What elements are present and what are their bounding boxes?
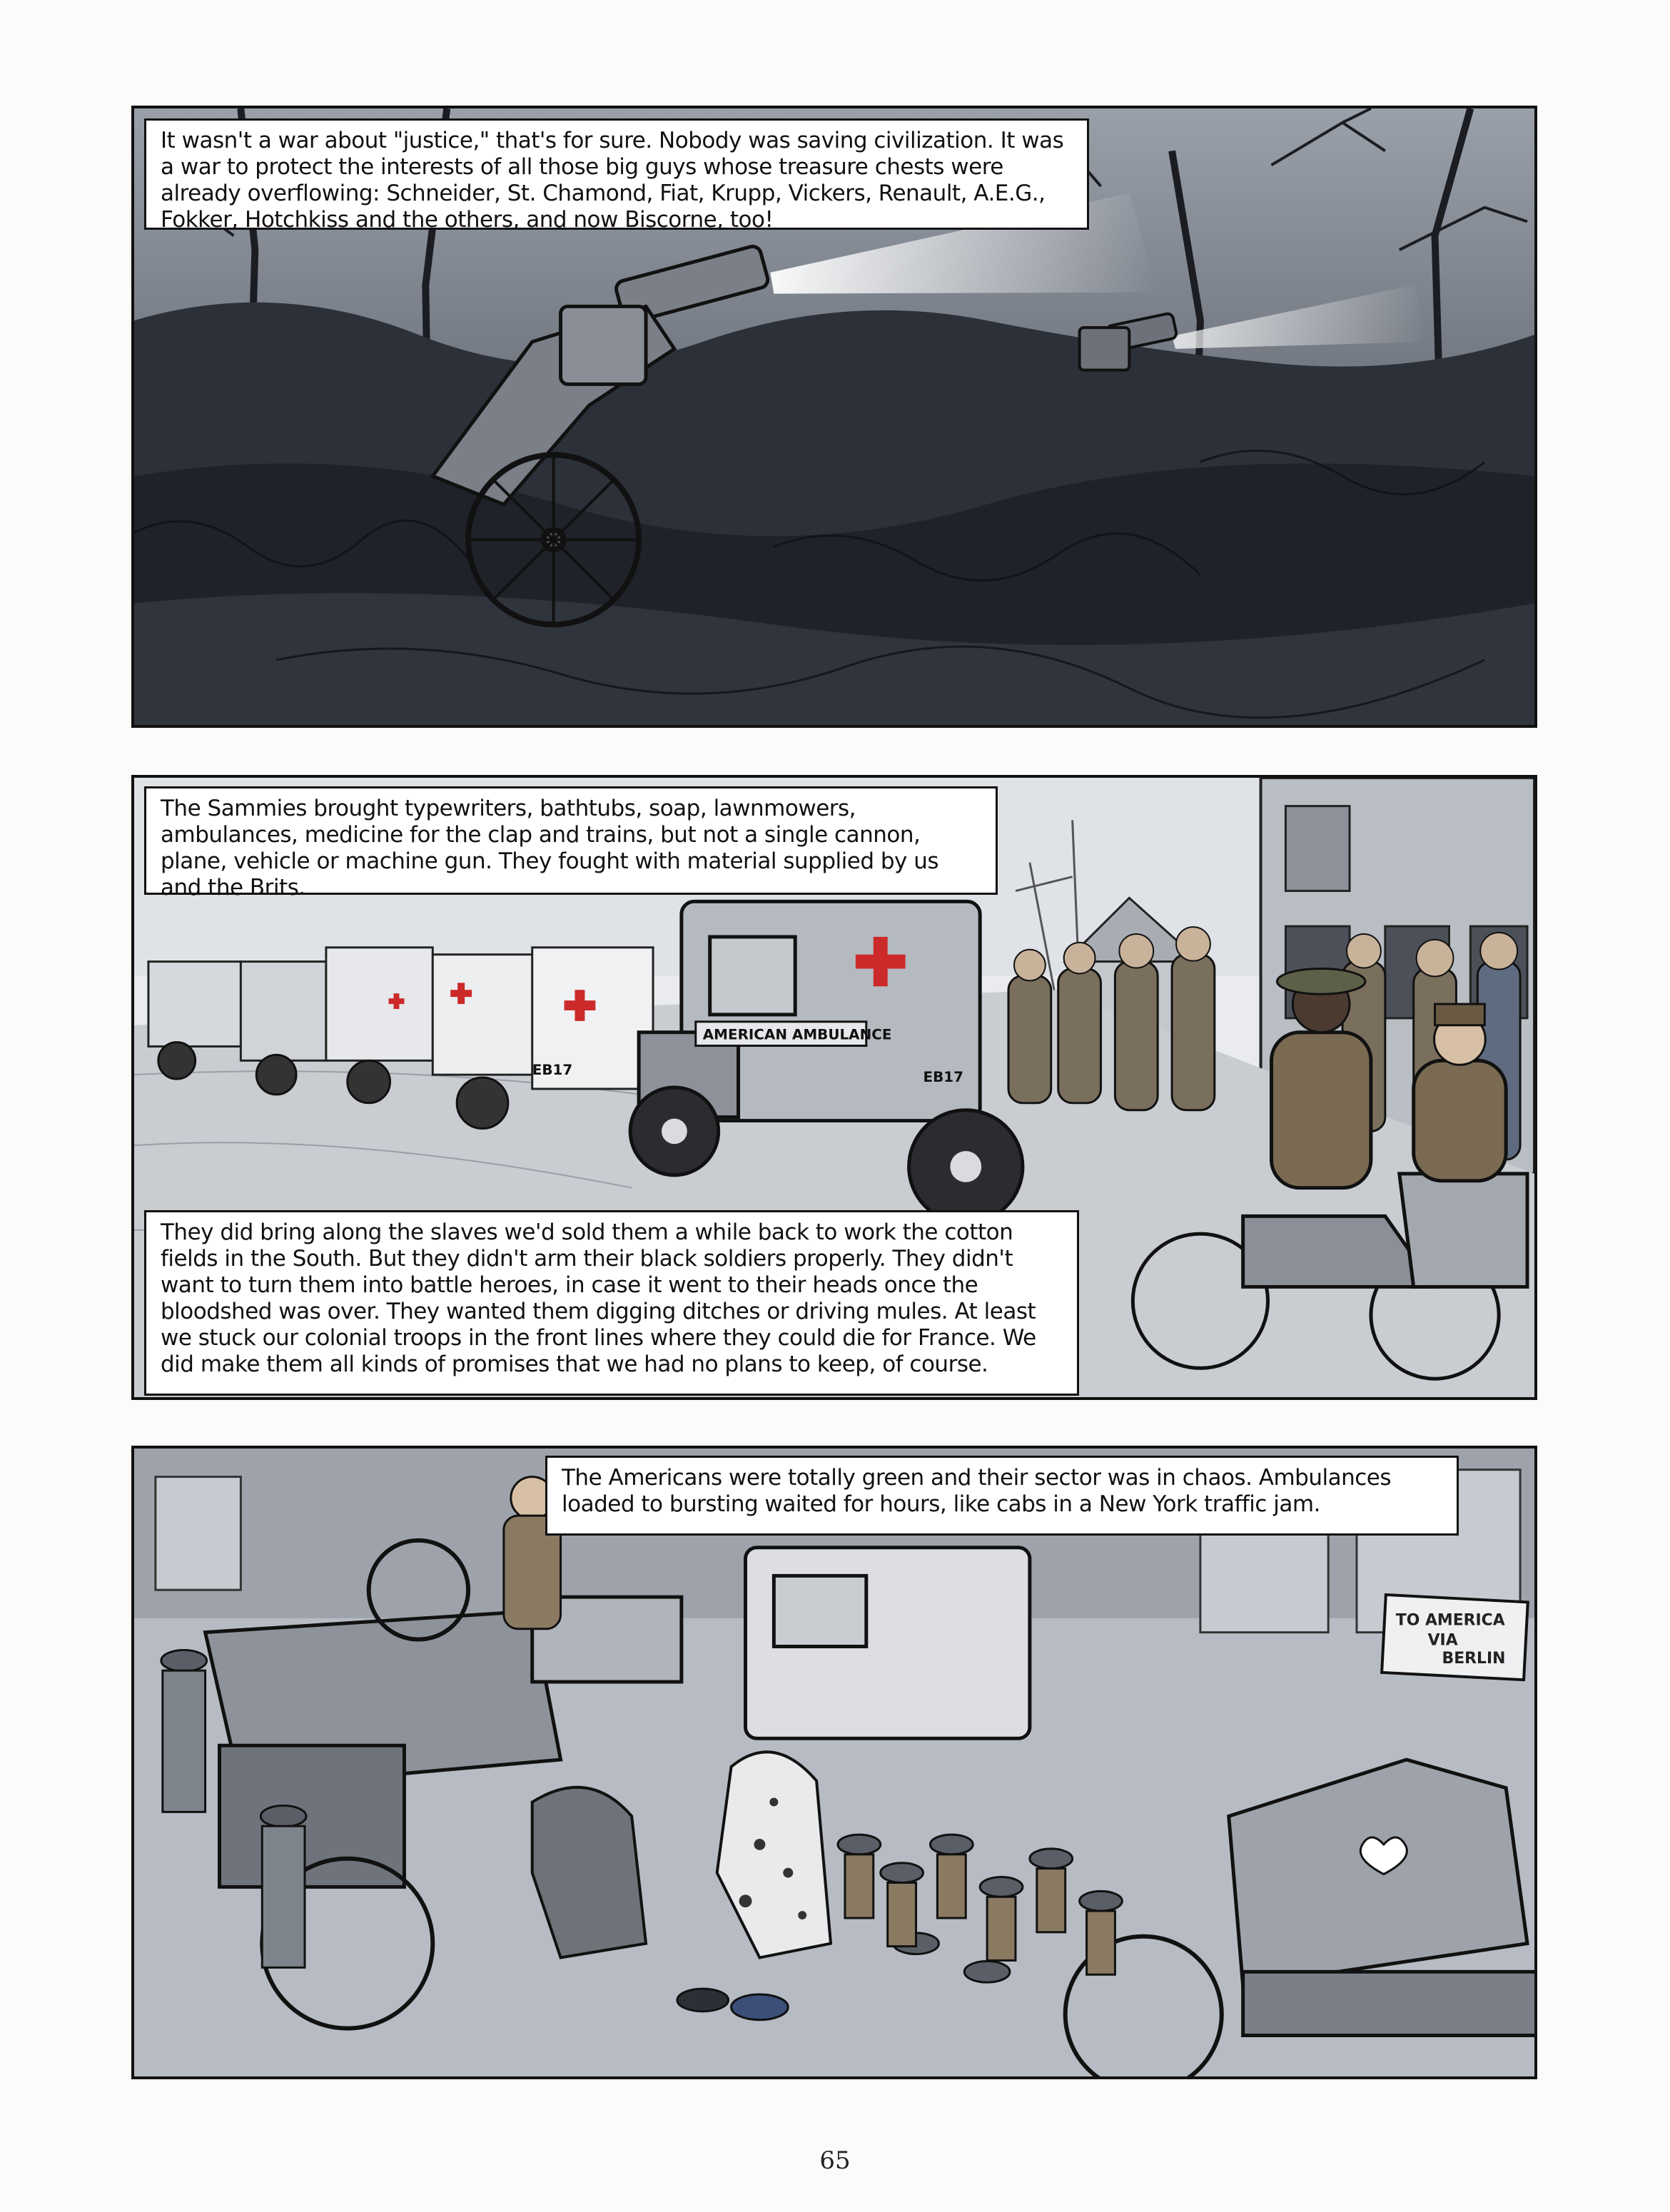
caption-black-soldiers: They did bring along the slaves we'd sold them a while back to work the cotton fields in the South. But they didn't arm their black soldiers properly. They didn't want to turn them into battle heroes, in case it went to their heads once the bloodshed was over. They wanted them digging ditches or driving mules. At least we stuck our colonial troops in the front lines where they could die for France. We did make them all kinds of promises that we had no plans to keep, of course.: [144, 1210, 1079, 1396]
page-number: 65: [819, 2146, 851, 2175]
caption-war-interests: It wasn't a war about "justice," that's for sure. Nobody was saving civilization. It was a war to protect the interests of all those big guys whose treasure chests were already overflowing: Schneider, St. Chamond, Fiat, Krupp, Vickers, Renault, A.E.G., Fokker, Hotchkiss and the others, and now Biscorne, too!: [144, 118, 1089, 230]
plate-1: EB17: [532, 1062, 573, 1079]
sign-line-3: BERLIN: [1442, 1650, 1506, 1668]
traffic-jam-illustration: [134, 1449, 1534, 2076]
sign-line-2: VIA: [1427, 1631, 1458, 1650]
ambulance-sign: AMERICAN AMBULANCE: [702, 1026, 892, 1043]
plate-2: EB17: [923, 1069, 963, 1086]
caption-americans-green: The Americans were totally green and their sector was in chaos. Ambulances loaded to bursting waited for hours, like cabs in a New York traffic jam.: [545, 1456, 1459, 1536]
panel-1-artillery: [131, 106, 1537, 728]
panel-2-ambulance-convoy: [131, 775, 1537, 1400]
sign-line-1: TO AMERICA: [1395, 1611, 1505, 1630]
caption-sammies-material: The Sammies brought typewriters, bathtubs, soap, lawnmowers, ambulances, medicine for the clap and trains, but not a single cannon, plane, vehicle or machine gun. They fought with material supplied by us and the Brits.: [144, 786, 998, 895]
panel-3-traffic-jam: [131, 1446, 1537, 2079]
